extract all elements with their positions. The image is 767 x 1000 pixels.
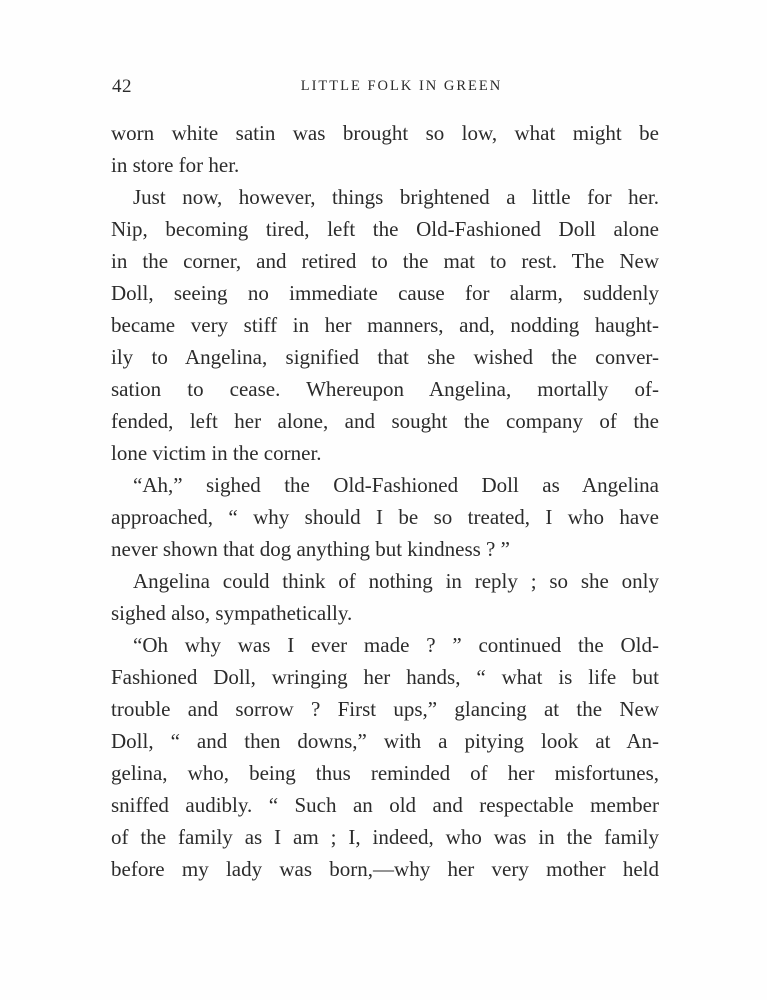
text-line: gelina, who, being thus reminded of her misfortunes,	[111, 761, 659, 785]
text-line: never shown that dog anything but kindness ? ”	[111, 537, 510, 561]
text-line: worn white satin was brought so low, what might be	[111, 121, 659, 145]
text-line: before my lady was born,—why her very mother held	[111, 857, 659, 881]
text-line: Fashioned Doll, wringing her hands, “ what is life but	[111, 665, 659, 689]
text-line: Nip, becoming tired, left the Old-Fashioned Doll alone	[111, 217, 659, 241]
text-line: fended, left her alone, and sought the company of the	[111, 409, 659, 433]
text-line: in the corner, and retired to the mat to rest. The New	[111, 249, 659, 273]
text-line: Angelina could think of nothing in reply ; so she only	[133, 569, 659, 593]
text-line: “Oh why was I ever made ? ” continued the Old-	[133, 633, 659, 657]
text-line: ily to Angelina, signified that she wished the conver-	[111, 345, 659, 369]
text-line: Doll, “ and then downs,” with a pitying look at An-	[111, 729, 659, 753]
text-line: became very stiff in her manners, and, nodding haught-	[111, 313, 659, 337]
text-line: sighed also, sympathetically.	[111, 601, 353, 625]
text-line: lone victim in the corner.	[111, 441, 322, 465]
text-line: Just now, however, things brightened a little for her.	[133, 185, 659, 209]
text-line: Doll, seeing no immediate cause for alarm, suddenly	[111, 281, 659, 305]
text-line: “Ah,” sighed the Old-Fashioned Doll as Angelina	[133, 473, 659, 497]
text-line: sation to cease. Whereupon Angelina, mortally of-	[111, 377, 659, 401]
text-line: trouble and sorrow ? First ups,” glancing at the New	[111, 697, 659, 721]
text-line: of the family as I am ; I, indeed, who was in the family	[111, 825, 659, 849]
running-head	[112, 76, 657, 100]
running-title: LITTLE FOLK IN GREEN	[300, 78, 503, 94]
text-line: in store for her.	[111, 153, 240, 177]
body-text	[111, 117, 659, 885]
text-line: approached, “ why should I be so treated, I who have	[111, 505, 659, 529]
page-number: 42	[112, 76, 132, 97]
text-line: sniffed audibly. “ Such an old and respectable member	[111, 793, 659, 817]
